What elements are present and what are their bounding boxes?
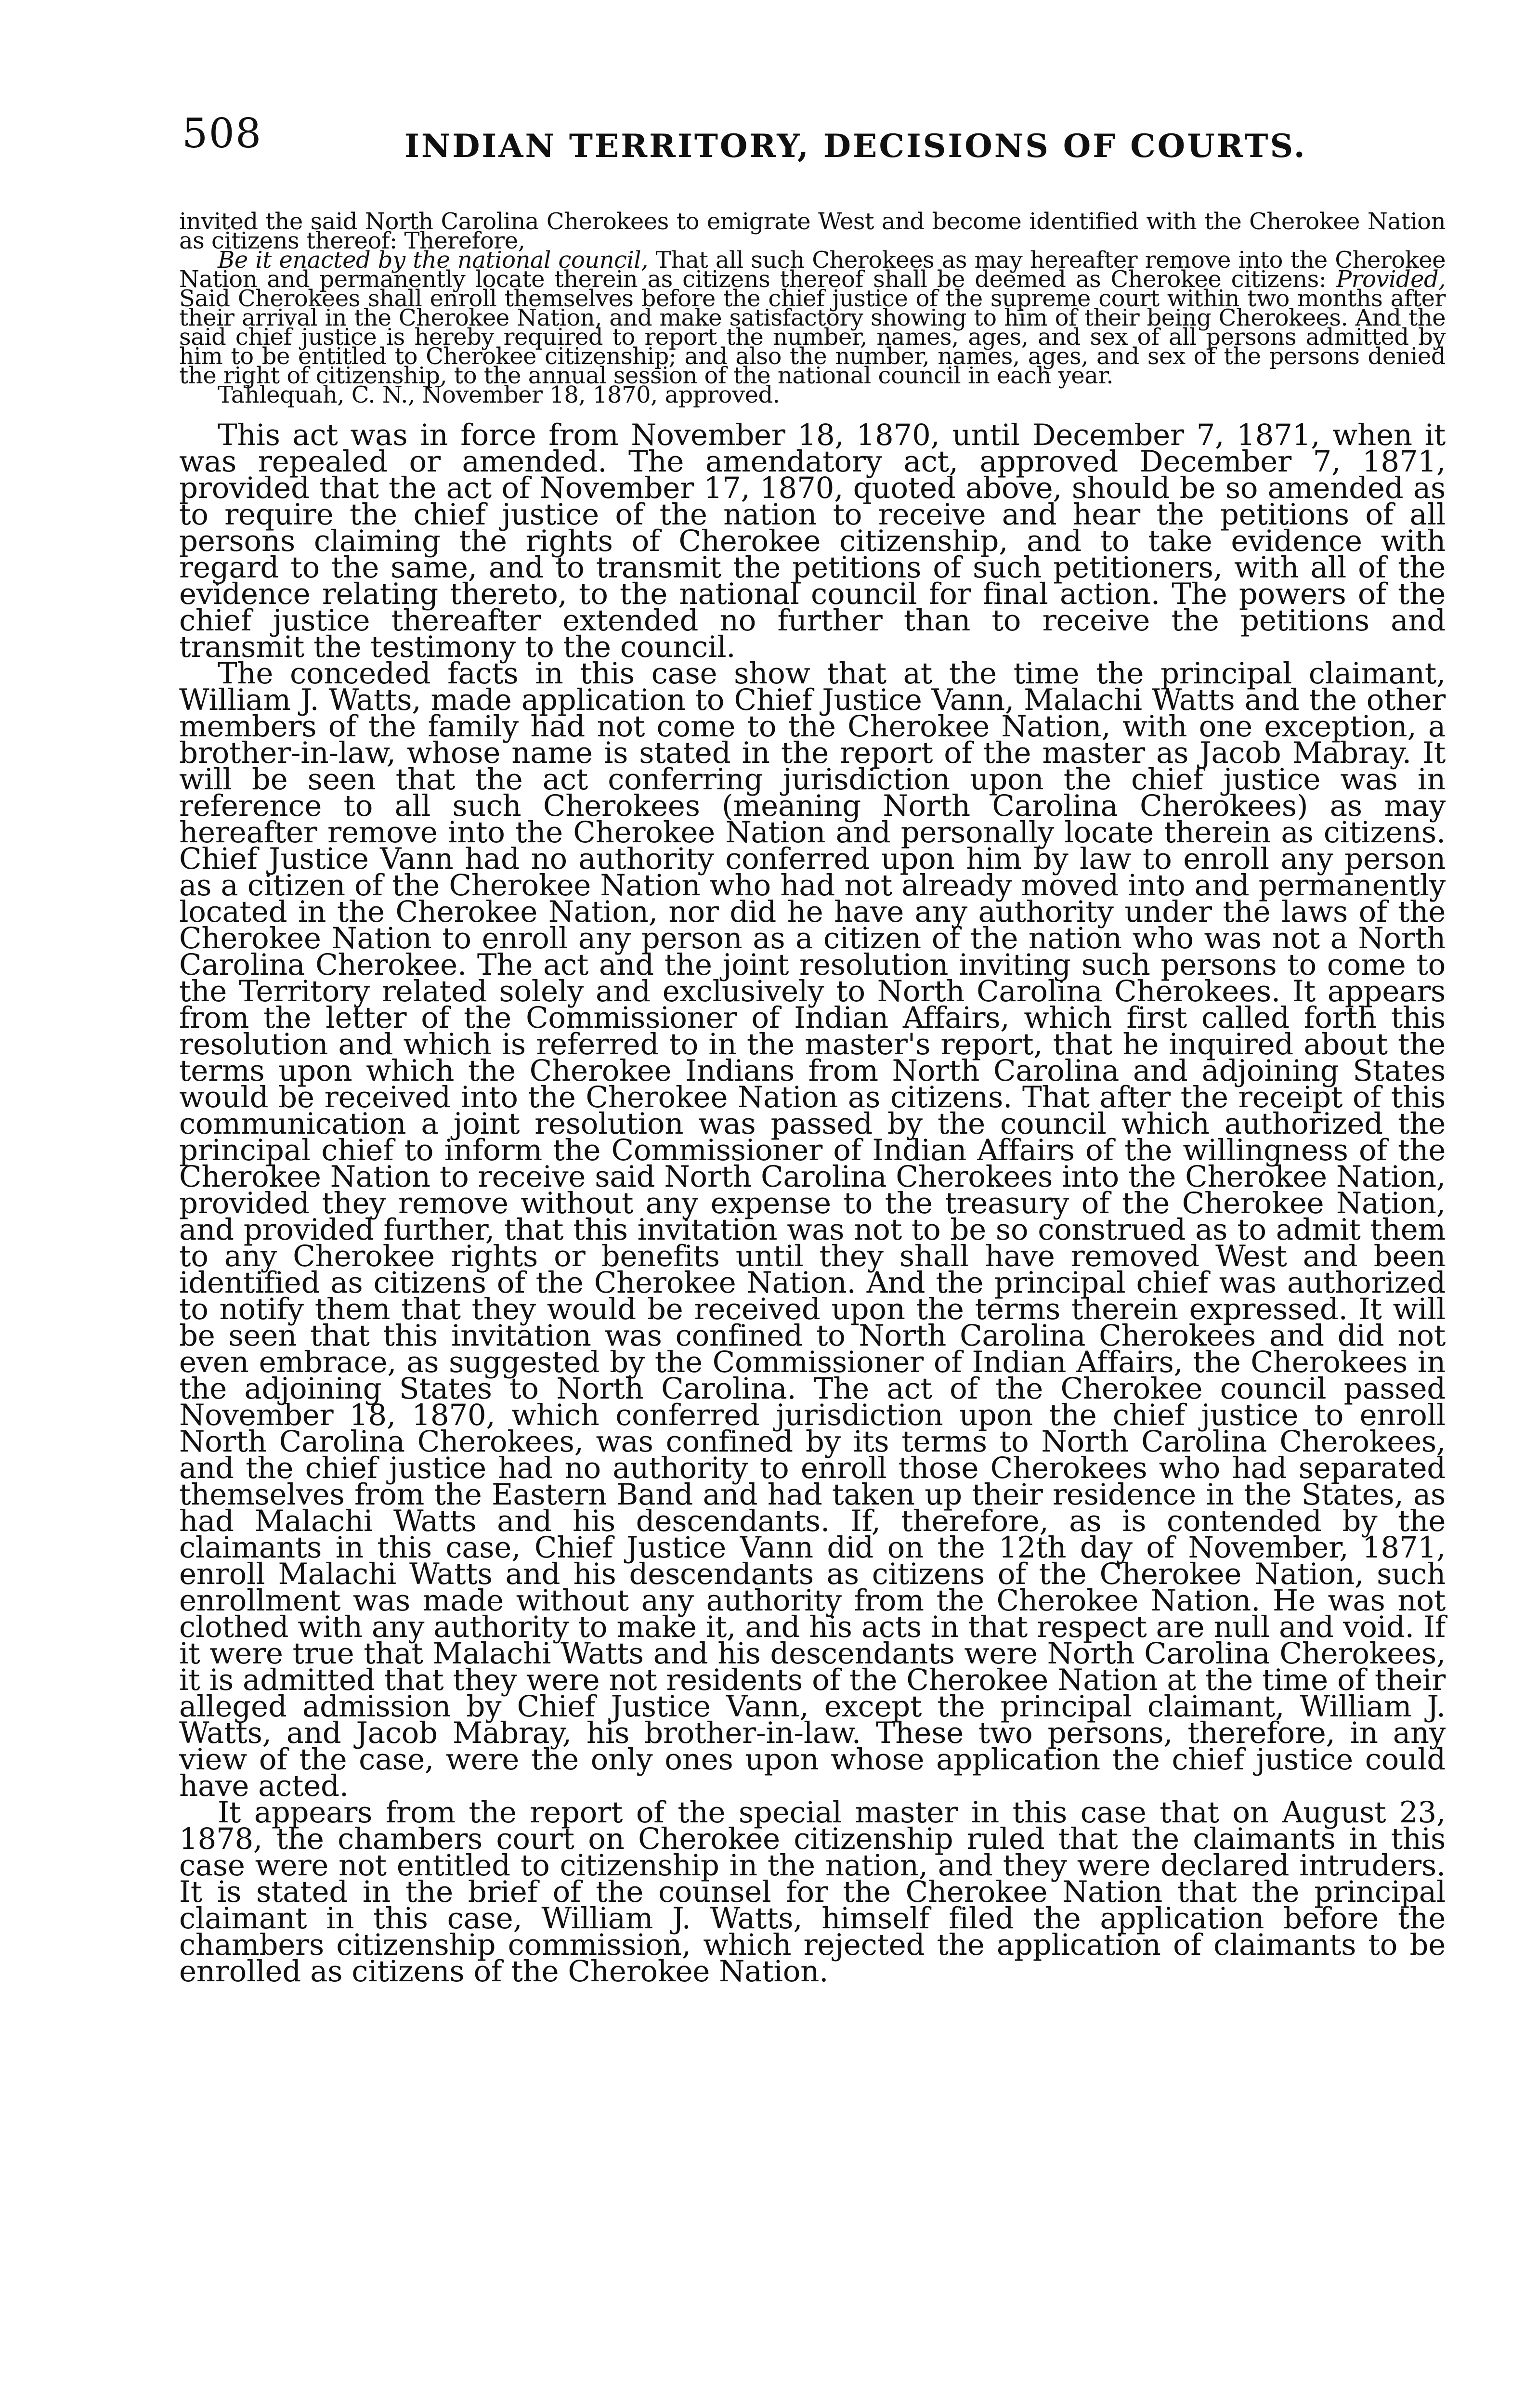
quoted-act <box>179 208 1446 408</box>
quoted-act-enactment <box>179 247 1446 389</box>
proviso-word: Provided, <box>1336 266 1446 293</box>
quoted-act-approval: Tahlequah, C. N., November 18, 1870, approved. <box>218 381 780 408</box>
page-body <box>179 208 1446 1989</box>
quoted-act-intro: invited the said North Carolina Cherokees to emigrate West and become identified with the Cherokee Nation as citizens thereof: Therefore, <box>179 208 1446 254</box>
opinion-text <box>179 418 1446 1989</box>
enactment-text-a: That all such Cherokees as may hereafter remove into the Cherokee Nation and permanently locate therein as citizens thereof shall be deemed as Cherokee citizens: <box>179 247 1446 293</box>
enactment-text-b: Said Cherokees shall enroll themselves before the chief justice of the supreme court within two months after their arrival in the Cherokee Nation, and make satisfactory showing to him of their being Cherokees. And the said chief justice is hereby required to report the number, names, ages, and sex of all persons admitted by him to be entitled to Cherokee citizenship; and also the number, names, ages, and sex of the persons denied the right of citizenship, to the annual session of the national council in each year. <box>179 285 1446 389</box>
enacting-clause: Be it enacted by the national council, <box>218 247 648 274</box>
paragraph-3: It appears from the report of the special master in this case that on August 23, 1878, the chambers court on Cherokee citizenship ruled that the claimants in this case were not entitled to citizenship in the nation, and they were declared intruders. It is stated in the brief of the counsel for the Cherokee Nation that the principal claimant in this case, William J. Watts, himself filed the application before the chambers citizenship commission, which rejected the application of claimants to be enrolled as citizens of the Cherokee Nation. <box>179 1795 1446 1989</box>
paragraph-1: This act was in force from November 18, 1870, until December 7, 1871, when it was repealed or amended. The amendatory act, approved December 7, 1871, provided that the act of November 17, 1870, quoted above, should be so amended as to require the chief justice of the nation to receive and hear the petitions of all persons claiming the rights of Cherokee citizenship, and to take evidence with regard to the same, and to transmit the petitions of such petitioners, with all of the evidence relating thereto, to the national council for final action. The powers of the chief justice thereafter extended no further than to receive the petitions and transmit the testimony to the council. <box>179 418 1446 664</box>
running-title: INDIAN TERRITORY, DECISIONS OF COURTS. <box>404 127 1307 165</box>
page-number: 508 <box>182 110 262 157</box>
paragraph-2: The conceded facts in this case show that at the time the principal claimant, William J. Watts, made application to Chief Justice Vann, Malachi Watts and the other members of the family had not come to the Cherokee Nation, with one exception, a brother-in-law, whose name is stated in the report of the master as Jacob Mabray. It will be seen that the act conferring jurisdiction upon the chief justice was in reference to all such Cherokees (meaning North Carolina Cherokees) as may hereafter remove into the Cherokee Nation and personally locate therein as citizens. Chief Justice Vann had no authority conferred upon him by law to enroll any person as a citizen of the Cherokee Nation who had not already moved into and permanently located in the Cherokee Nation, nor did he have any authority under the laws of the Cherokee Nation to enroll any person as a citizen of the nation who was not a North Carolina Cherokee. The act and the joint resolution inviting such persons to come to the Territory related solely and exclusively to North Carolina Cherokees. It appears from the letter of the Commissioner of Indian Affairs, which first called forth this resolution and which is referred to in the master's report, that he inquired about the terms upon which the Cherokee Indians from North Carolina and adjoining States would be received into the Cherokee Nation as citizens. That after the receipt of this communication a joint resolution was passed by the council which authorized the principal chief to inform the Commissioner of Indian Affairs of the willingness of the Cherokee Nation to receive said North Carolina Cherokees into the Cherokee Nation, provided they remove without any expense to the treasury of the Cherokee Nation, and provided further, that this invitation was not to be so construed as to admit them to any Cherokee rights or benefits until they shall have removed West and been identified as citizens of the Cherokee Nation. And the principal chief was authorized to notify them that they would be received upon the terms therein expressed. It will be seen that this invitation was confined to North Carolina Cherokees and did not even embrace, as suggested by the Commissioner of Indian Affairs, the Cherokees in the adjoining States to North Carolina. The act of the Cherokee council passed November 18, 1870, which conferred jurisdiction upon the chief justice to enroll North Carolina Cherokees, was confined by its terms to North Carolina Cherokees, and the chief justice had no authority to enroll those Cherokees who had separated themselves from the Eastern Band and had taken up their residence in the States, as had Malachi Watts and his descendants. If, therefore, as is contended by the claimants in this case, Chief Justice Vann did on the 12th day of November, 1871, enroll Malachi Watts and his descendants as citizens of the Cherokee Nation, such enrollment was made without any authority from the Cherokee Nation. He was not clothed with any authority to make it, and his acts in that respect are null and void. If it were true that Malachi Watts and his descendants were North Carolina Cherokees, it is admitted that they were not residents of the Cherokee Nation at the time of their alleged admission by Chief Justice Vann, except the principal claimant, William J. Watts, and Jacob Mabray, his brother-in-law. These two persons, therefore, in any view of the case, were the only ones upon whose application the chief justice could have acted. <box>179 656 1446 1803</box>
